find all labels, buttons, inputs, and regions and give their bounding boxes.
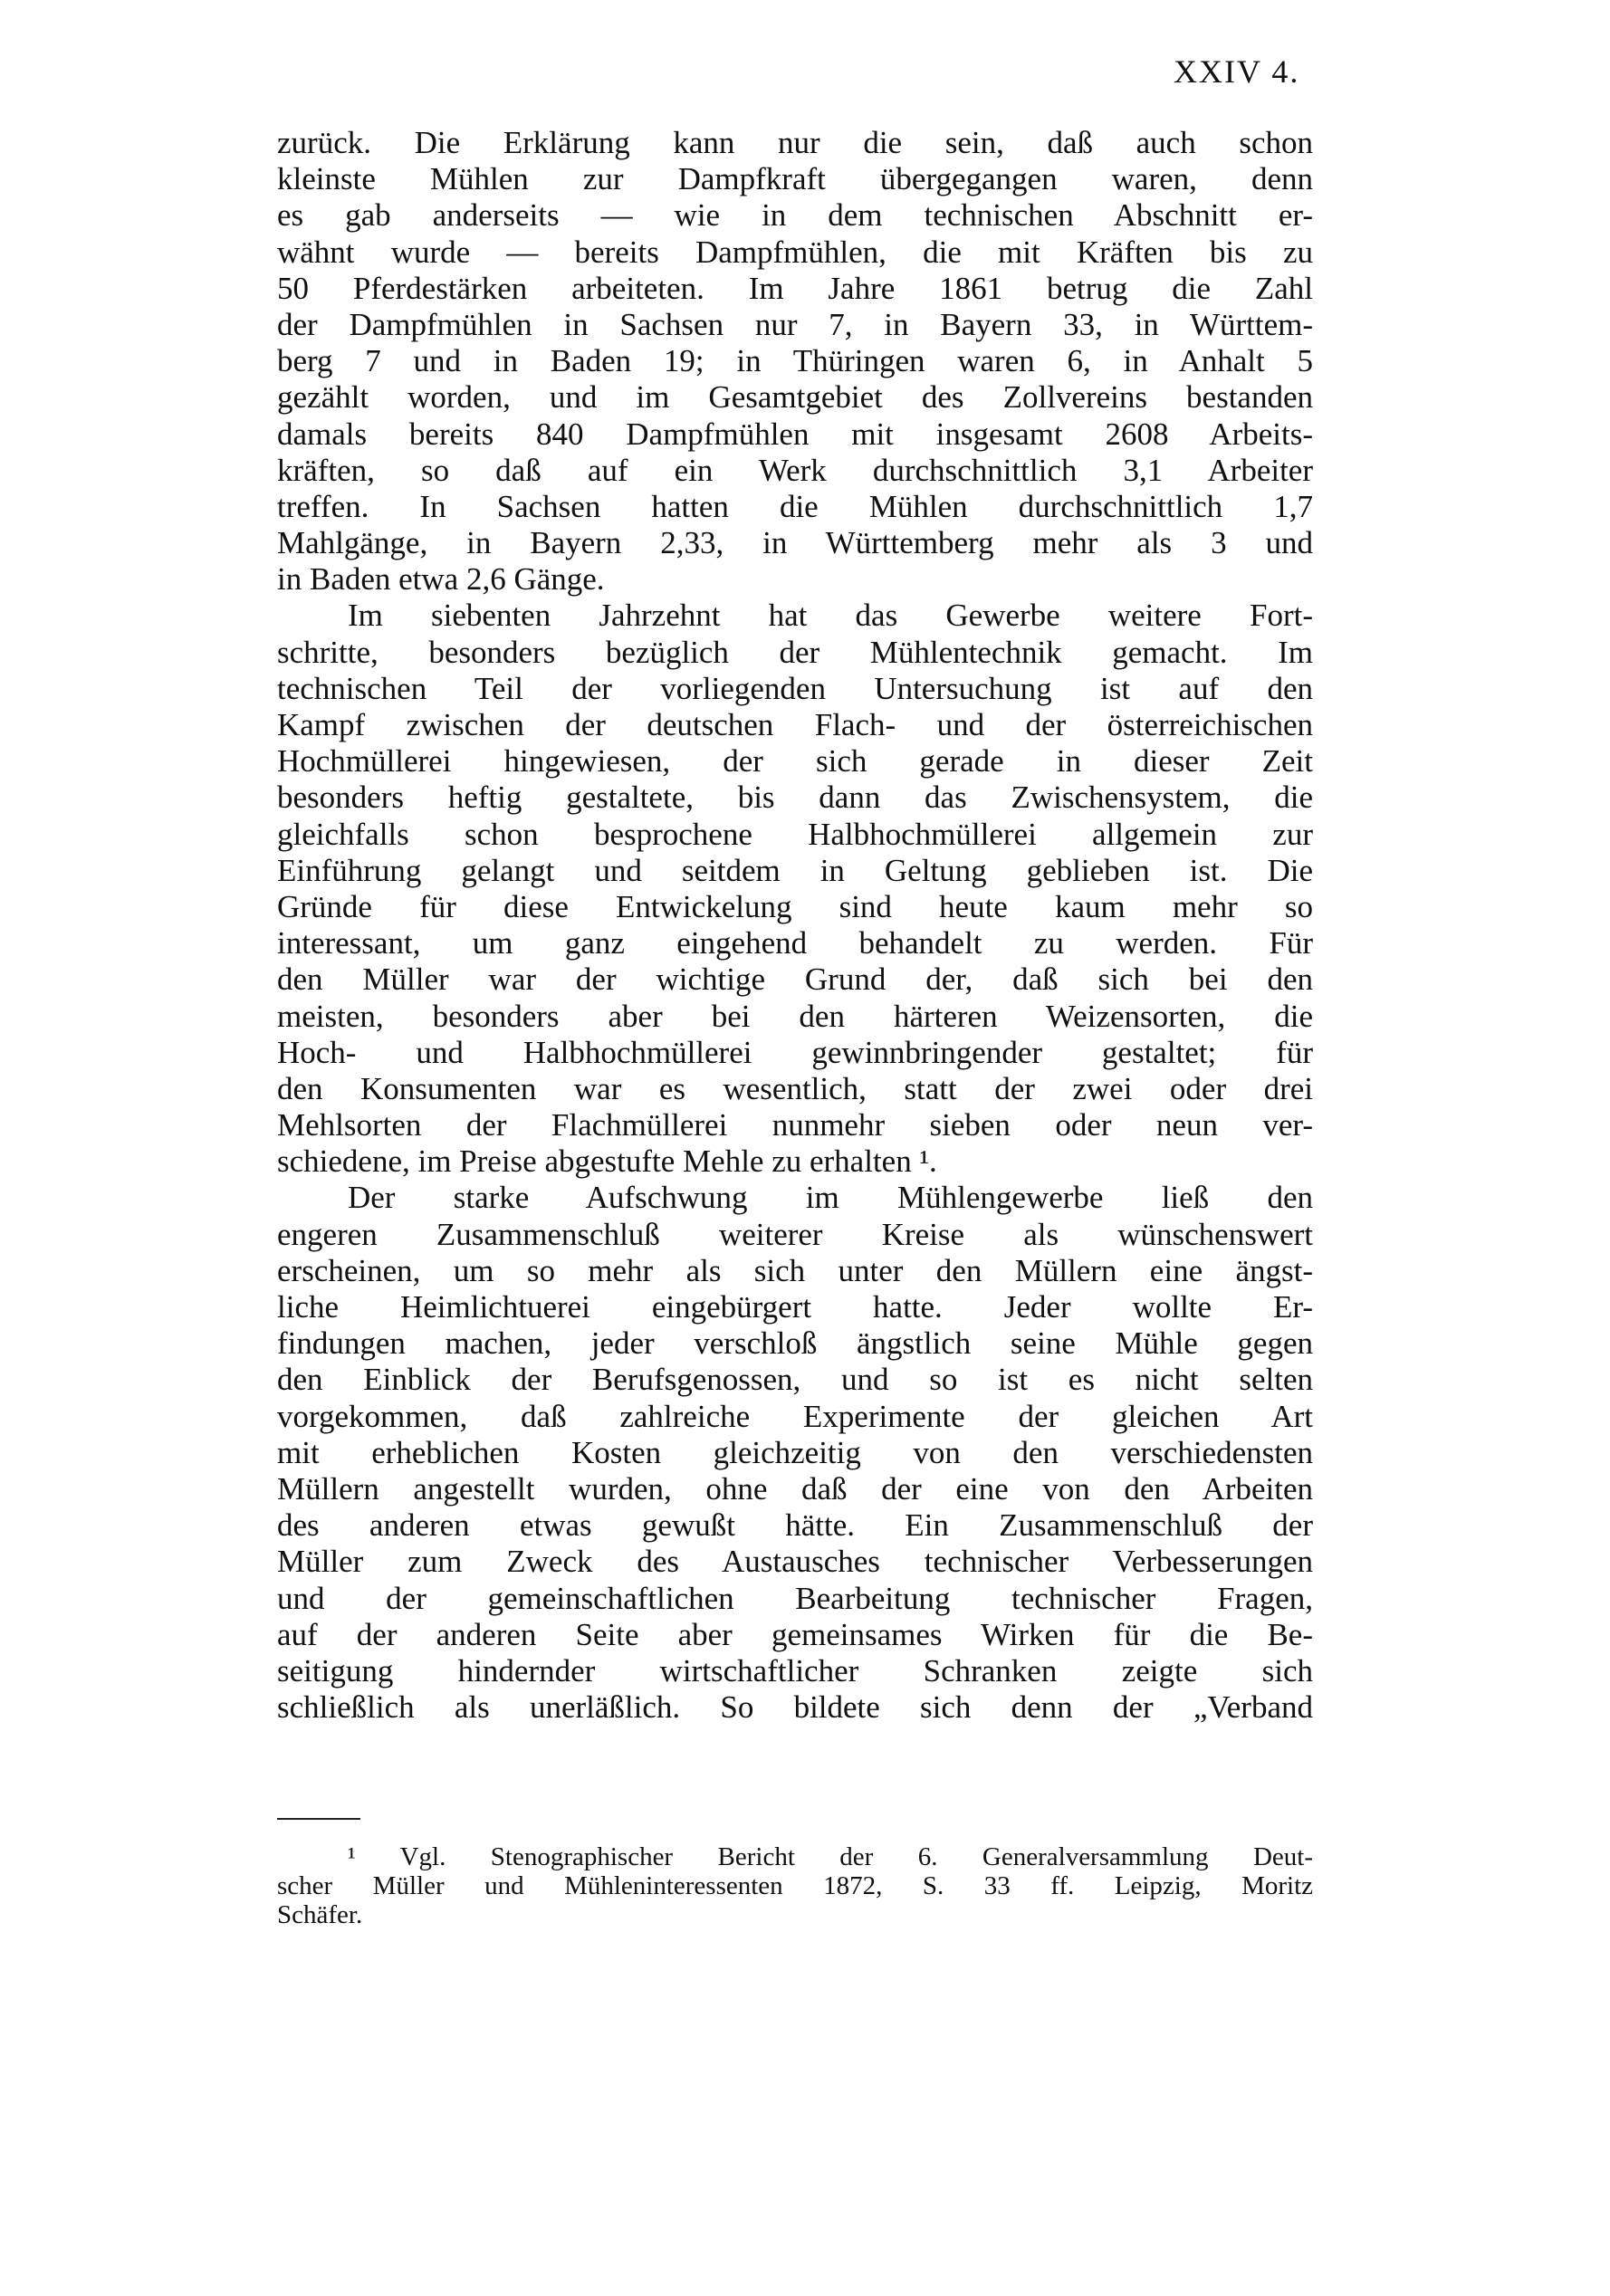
text-line: liche Heimlichtuerei eingebürgert hatte. Jeder wollte Er-	[277, 1289, 1313, 1325]
text-line: der Dampfmühlen in Sachsen nur 7, in Bayern 33, in Württem-	[277, 306, 1313, 342]
text-line: Mehlsorten der Flachmüllerei nunmehr sieben oder neun ver-	[277, 1107, 1313, 1143]
text-line: den Müller war der wichtige Grund der, daß sich bei den	[277, 961, 1313, 998]
paragraph-1	[277, 125, 1313, 598]
text-line: erscheinen, um so mehr als sich unter den Müllern eine ängst-	[277, 1252, 1313, 1288]
text-line: Der starke Aufschwung im Mühlengewerbe ließ den	[348, 1180, 1313, 1216]
text-line: treffen. In Sachsen hatten die Mühlen durchschnittlich 1,7	[277, 488, 1313, 524]
text-line: interessant, um ganz eingehend behandelt zu werden. Für	[277, 925, 1313, 961]
text-line: gezählt worden, und im Gesamtgebiet des Zollvereins bestanden	[277, 379, 1313, 416]
text-line: seitigung hindernder wirtschaftlicher Schranken zeigte sich	[277, 1652, 1313, 1689]
footnote-line: scher Müller und Mühleninteressenten 1872, S. 33 ff. Leipzig, Moritz	[277, 1871, 1313, 1900]
text-line: Müllern angestellt wurden, ohne daß der eine von den Arbeiten	[277, 1470, 1313, 1507]
text-line: Im siebenten Jahrzehnt hat das Gewerbe weitere Fort-	[348, 598, 1313, 634]
footnote-divider	[277, 1818, 360, 1820]
footnote-line: Schäfer.	[277, 1900, 363, 1929]
body-text	[277, 125, 1313, 1726]
text-line: engeren Zusammenschluß weiterer Kreise als wünschenswert	[277, 1216, 1313, 1252]
text-line: 50 Pferdestärken arbeiteten. Im Jahre 1861 betrug die Zahl	[277, 270, 1313, 306]
page-header: XXIV 4.	[1174, 53, 1300, 90]
text-line: Kampf zwischen der deutschen Flach- und der österreichischen	[277, 707, 1313, 742]
text-line: vorgekommen, daß zahlreiche Experimente der gleichen Art	[277, 1398, 1313, 1434]
text-line: und der gemeinschaftlichen Bearbeitung technischer Fragen,	[277, 1580, 1313, 1616]
text-line: zurück. Die Erklärung kann nur die sein, daß auch schon	[277, 125, 1313, 160]
footnote-line: ¹ Vgl. Stenographischer Bericht der 6. Generalversammlung Deut-	[348, 1842, 1313, 1871]
text-line: den Konsumenten war es wesentlich, statt der zwei oder drei	[277, 1070, 1313, 1106]
text-line: kräften, so daß auf ein Werk durchschnittlich 3,1 Arbeiter	[277, 452, 1313, 488]
text-line: des anderen etwas gewußt hätte. Ein Zusammenschluß der	[277, 1507, 1313, 1544]
text-line: damals bereits 840 Dampfmühlen mit insgesamt 2608 Arbeits-	[277, 416, 1313, 452]
text-line: in Baden etwa 2,6 Gänge.	[277, 561, 605, 598]
text-line: meisten, besonders aber bei den härteren Weizensorten, die	[277, 998, 1313, 1034]
text-line: berg 7 und in Baden 19; in Thüringen waren 6, in Anhalt 5	[277, 343, 1313, 379]
text-line: auf der anderen Seite aber gemeinsames Wirken für die Be-	[277, 1616, 1313, 1652]
text-line: mit erheblichen Kosten gleichzeitig von den verschiedensten	[277, 1434, 1313, 1470]
text-line: Hochmüllerei hingewiesen, der sich gerade in dieser Zeit	[277, 743, 1313, 780]
text-line: besonders heftig gestaltete, bis dann das Zwischensystem, die	[277, 780, 1313, 816]
text-line: kleinste Mühlen zur Dampfkraft übergegangen waren, denn	[277, 161, 1313, 197]
text-line: Mahlgänge, in Bayern 2,33, in Württemberg mehr als 3 und	[277, 525, 1313, 561]
text-line: schiedene, im Preise abgestufte Mehle zu erhalten ¹.	[277, 1143, 937, 1180]
footnote	[277, 1842, 1313, 1929]
text-line: den Einblick der Berufsgenossen, und so ist es nicht selten	[277, 1362, 1313, 1398]
paragraph-2	[277, 598, 1313, 1180]
text-line: schließlich als unerläßlich. So bildete sich denn der „Verband	[277, 1689, 1313, 1726]
text-line: technischen Teil der vorliegenden Untersuchung ist auf den	[277, 670, 1313, 706]
text-line: Hoch- und Halbhochmüllerei gewinnbringender gestaltet; für	[277, 1034, 1313, 1070]
text-line: wähnt wurde — bereits Dampfmühlen, die mit Kräften bis zu	[277, 234, 1313, 270]
text-line: schritte, besonders bezüglich der Mühlentechnik gemacht. Im	[277, 634, 1313, 670]
text-line: Gründe für diese Entwickelung sind heute kaum mehr so	[277, 888, 1313, 924]
text-line: Müller zum Zweck des Austausches technischer Verbesserungen	[277, 1544, 1313, 1580]
text-line: gleichfalls schon besprochene Halbhochmüllerei allgemein zur	[277, 816, 1313, 852]
paragraph-3	[277, 1180, 1313, 1726]
text-line: findungen machen, jeder verschloß ängstlich seine Mühle gegen	[277, 1325, 1313, 1362]
text-line: es gab anderseits — wie in dem technischen Abschnitt er-	[277, 197, 1313, 234]
text-line: Einführung gelangt und seitdem in Geltung geblieben ist. Die	[277, 852, 1313, 888]
